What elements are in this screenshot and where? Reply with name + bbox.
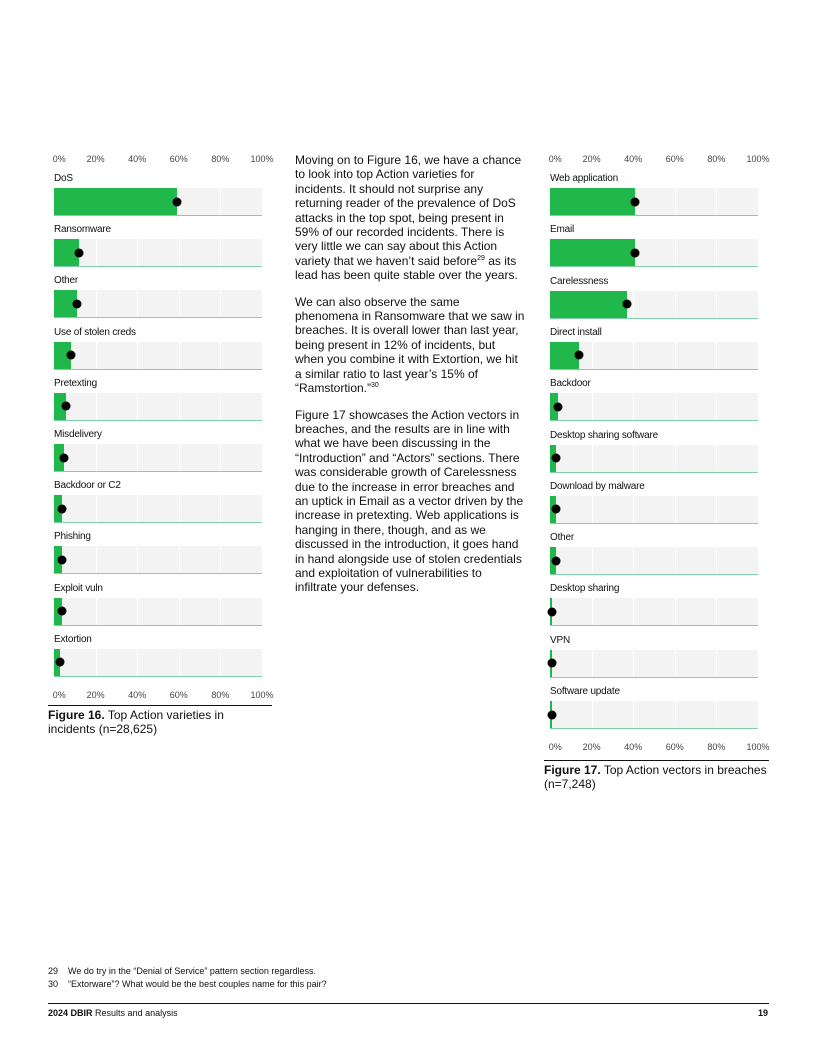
gridline [633, 701, 634, 728]
bar-track [550, 291, 758, 319]
x-tick-label: 40% [128, 154, 147, 164]
bar-value-dot [554, 402, 563, 411]
gridline [592, 598, 593, 625]
bar-track [550, 188, 758, 216]
gridline [716, 701, 717, 728]
bar-value-dot [631, 248, 640, 257]
gridline [675, 547, 676, 574]
footnote-ref-30[interactable]: 30 [371, 382, 379, 390]
bar [550, 239, 635, 266]
gridline [716, 496, 717, 523]
gridline [592, 547, 593, 574]
figure-16-caption [48, 708, 272, 736]
body-text-column [295, 153, 525, 607]
gridline [96, 290, 97, 317]
gridline [137, 444, 138, 471]
gridline [675, 598, 676, 625]
figure-16-caption-text: Top Action varieties in incidents (n=28,625) [48, 708, 224, 736]
x-tick-label: 100% [746, 154, 770, 164]
bar-track [54, 342, 262, 370]
gridline [137, 649, 138, 676]
bar-category-label: Extortion [54, 633, 92, 645]
x-tick-label: 40% [624, 154, 643, 164]
figure-16-chart [48, 154, 274, 702]
gridline [179, 342, 180, 369]
bar-track [550, 342, 758, 370]
bar [550, 188, 635, 215]
bar-track [550, 650, 758, 678]
x-axis-top [544, 154, 770, 166]
footnote-text: “Extorware”? What would be the best couples name for this pair? [68, 979, 327, 989]
figure-17-chart [544, 154, 770, 754]
bar-category-label: Web application [550, 173, 618, 184]
bar-category-label: Pretexting [54, 377, 98, 389]
gridline [96, 239, 97, 266]
footer-report-name: 2024 DBIR [48, 1008, 93, 1018]
gridline [633, 291, 634, 318]
bar-value-dot [66, 351, 75, 360]
figure-17-caption-rule [544, 760, 769, 761]
bar-category-label: Carelessness [550, 275, 609, 287]
bar-value-dot [631, 197, 640, 206]
gridline [716, 650, 717, 677]
gridline [675, 496, 676, 523]
gridline [592, 393, 593, 420]
footnote-29 [48, 965, 327, 978]
figure-16-caption-label: Figure 16. [48, 708, 105, 722]
x-tick-label: 40% [624, 742, 643, 753]
x-tick-label: 20% [86, 154, 105, 164]
x-tick-label: 80% [211, 690, 230, 700]
bar-track [54, 188, 262, 216]
bar-category-label: Ransomware [54, 224, 111, 236]
gridline [179, 598, 180, 625]
bar-track [54, 239, 262, 267]
bar-track [550, 547, 758, 575]
bar-track [550, 239, 758, 267]
gridline [716, 291, 717, 318]
bar-category-label: Use of stolen creds [54, 326, 136, 338]
bar-category-label: VPN [550, 634, 570, 646]
bar-category-label: Desktop sharing [550, 583, 620, 595]
x-axis-bottom [544, 742, 770, 754]
gridline [716, 342, 717, 369]
footnotes [48, 965, 327, 991]
footnote-number: 29 [48, 966, 59, 976]
gridline [592, 650, 593, 677]
x-tick-label: 0% [548, 742, 562, 753]
gridline [716, 188, 717, 215]
gridline [220, 239, 221, 266]
gridline [675, 239, 676, 266]
bar-value-dot [552, 454, 561, 463]
bar-value-dot [575, 351, 584, 360]
gridline [220, 495, 221, 522]
bar [550, 291, 627, 318]
x-tick-label: 60% [665, 742, 684, 753]
bar-track [550, 598, 758, 626]
gridline [179, 444, 180, 471]
gridline [96, 393, 97, 420]
gridline [675, 701, 676, 728]
gridline [137, 239, 138, 266]
bar-category-label: Desktop sharing software [550, 429, 659, 441]
x-tick-label: 20% [582, 742, 601, 753]
bar-track [550, 393, 758, 421]
gridline [137, 342, 138, 369]
figure-16-caption-rule [48, 705, 272, 706]
bar-value-dot [72, 299, 81, 308]
body-paragraph-2 [295, 295, 525, 396]
x-tick-label: 20% [86, 690, 105, 700]
gridline [633, 393, 634, 420]
gridline [179, 546, 180, 573]
body-paragraph-3 [295, 408, 525, 595]
x-axis-bottom [48, 690, 274, 702]
bar-track [550, 496, 758, 524]
bar-category-label: Download by malware [550, 480, 645, 492]
bar-category-label: Backdoor [550, 378, 591, 390]
gridline [592, 342, 593, 369]
bar-track [550, 445, 758, 473]
bar-value-dot [172, 197, 181, 206]
x-tick-label: 0% [52, 690, 66, 700]
gridline [716, 547, 717, 574]
bar-value-dot [58, 504, 67, 513]
bar-category-label: Phishing [54, 531, 91, 543]
bar-track [54, 649, 262, 677]
bar-value-dot [622, 300, 631, 309]
gridline [716, 239, 717, 266]
x-tick-label: 100% [746, 742, 770, 753]
bar-value-dot [56, 658, 65, 667]
bar-category-label: Misdelivery [54, 429, 102, 440]
body-paragraph-1 [295, 153, 525, 283]
footnote-text: We do try in the “Denial of Service” pattern section regardless. [68, 966, 316, 976]
bar-category-label: Direct install [550, 326, 602, 338]
x-tick-label: 60% [665, 154, 684, 164]
gridline [633, 598, 634, 625]
gridline [220, 546, 221, 573]
bar-value-dot [552, 556, 561, 565]
bar-category-label: Exploit vuln [54, 582, 103, 594]
figure-17-caption [544, 763, 769, 791]
gridline [137, 290, 138, 317]
footer-rule [48, 1003, 769, 1004]
bar-category-label: Other [550, 532, 575, 544]
bar-value-dot [552, 505, 561, 514]
gridline [716, 393, 717, 420]
gridline [220, 188, 221, 215]
gridline [675, 393, 676, 420]
gridline [592, 496, 593, 523]
bar [54, 188, 177, 215]
gridline [137, 598, 138, 625]
gridline [220, 598, 221, 625]
x-tick-label: 60% [169, 690, 188, 700]
gridline [716, 445, 717, 472]
bar-category-label: Software update [550, 686, 620, 697]
body-paragraph-3-text: Figure 17 showcases the Action vectors in breaches, and the results are in line with what we have been discussing in the “Introduction” and “Actors” sections. There was considerable growth of Carelessness due to the increase in error breaches and an uptick in Email as a vector driven by the increase in pretexting. Web applications is hanging in there, though, and as we discussed in the introduction, it goes hand in hand alongside use of stolen credentials and exploitation of vulnerabilities to infiltrate your defenses. [295, 407, 524, 595]
bar-value-dot [62, 402, 71, 411]
x-tick-label: 100% [250, 154, 274, 164]
bar-track [54, 444, 262, 472]
bar-track [550, 701, 758, 729]
gridline [633, 650, 634, 677]
bar-track [54, 495, 262, 523]
bar-value-dot [548, 659, 557, 668]
page-number: 19 [757, 1008, 768, 1018]
gridline [220, 444, 221, 471]
gridline [592, 701, 593, 728]
footnote-number: 30 [48, 979, 59, 989]
gridline [220, 290, 221, 317]
footer-section-name: Results and analysis [95, 1008, 178, 1018]
gridline [96, 342, 97, 369]
gridline [675, 445, 676, 472]
footnote-30 [48, 978, 327, 991]
gridline [220, 393, 221, 420]
bar-track [54, 393, 262, 421]
gridline [179, 239, 180, 266]
x-tick-label: 80% [211, 154, 230, 164]
footer-report-title [48, 1008, 178, 1018]
gridline [675, 650, 676, 677]
x-tick-label: 80% [707, 154, 726, 164]
x-tick-label: 60% [169, 154, 188, 164]
body-paragraph-2-text: We can also observe the same phenomena in Ransomware that we saw in breaches. It is overall lower than last year, being present in 12% of incidents, but when you combine it with Extortion, we hit a similar ratio to last year’s 15% of “Ramstortion.” [295, 294, 525, 396]
x-tick-label: 40% [128, 690, 147, 700]
bar-category-label: Email [550, 224, 575, 236]
bar-value-dot [74, 248, 83, 257]
gridline [633, 496, 634, 523]
x-tick-label: 0% [548, 154, 562, 164]
bar-track [54, 546, 262, 574]
gridline [96, 495, 97, 522]
gridline [96, 444, 97, 471]
bar-value-dot [60, 453, 69, 462]
bar-category-label: Other [54, 275, 79, 287]
bar-value-dot [548, 710, 557, 719]
gridline [179, 393, 180, 420]
gridline [675, 342, 676, 369]
gridline [137, 546, 138, 573]
gridline [96, 546, 97, 573]
gridline [96, 649, 97, 676]
gridline [675, 188, 676, 215]
gridline [220, 342, 221, 369]
bar-value-dot [58, 607, 67, 616]
body-paragraph-1-text: Moving on to Figure 16, we have a chance to look into top Action varieties for incidents. It should not surprise any returning reader of the prevalence of DoS attacks in the top spot, being present in 59% of our recorded incidents. There is very little we can say about this Action variety that we haven’t said before [295, 153, 522, 268]
gridline [675, 291, 676, 318]
gridline [96, 598, 97, 625]
gridline [137, 495, 138, 522]
footnote-ref-29[interactable]: 29 [477, 254, 485, 262]
gridline [716, 598, 717, 625]
x-axis-top [48, 154, 274, 166]
gridline [137, 393, 138, 420]
gridline [179, 649, 180, 676]
bar-track [54, 598, 262, 626]
gridline [592, 445, 593, 472]
body-paragraph-1-after: as its lead has been quite stable over the years. [295, 253, 518, 283]
gridline [220, 649, 221, 676]
gridline [633, 445, 634, 472]
x-tick-label: 100% [250, 690, 274, 700]
x-tick-label: 20% [582, 154, 601, 164]
gridline [633, 342, 634, 369]
bar-value-dot [58, 555, 67, 564]
gridline [633, 547, 634, 574]
bar-category-label: DoS [54, 173, 73, 184]
x-tick-label: 0% [52, 154, 66, 164]
x-tick-label: 80% [707, 742, 726, 753]
figure-17-caption-text: Top Action vectors in breaches (n=7,248) [544, 763, 767, 791]
bar-value-dot [548, 607, 557, 616]
gridline [179, 495, 180, 522]
bar-category-label: Backdoor or C2 [54, 480, 121, 492]
figure-17-caption-label: Figure 17. [544, 763, 601, 777]
bar-track [54, 290, 262, 318]
gridline [179, 290, 180, 317]
